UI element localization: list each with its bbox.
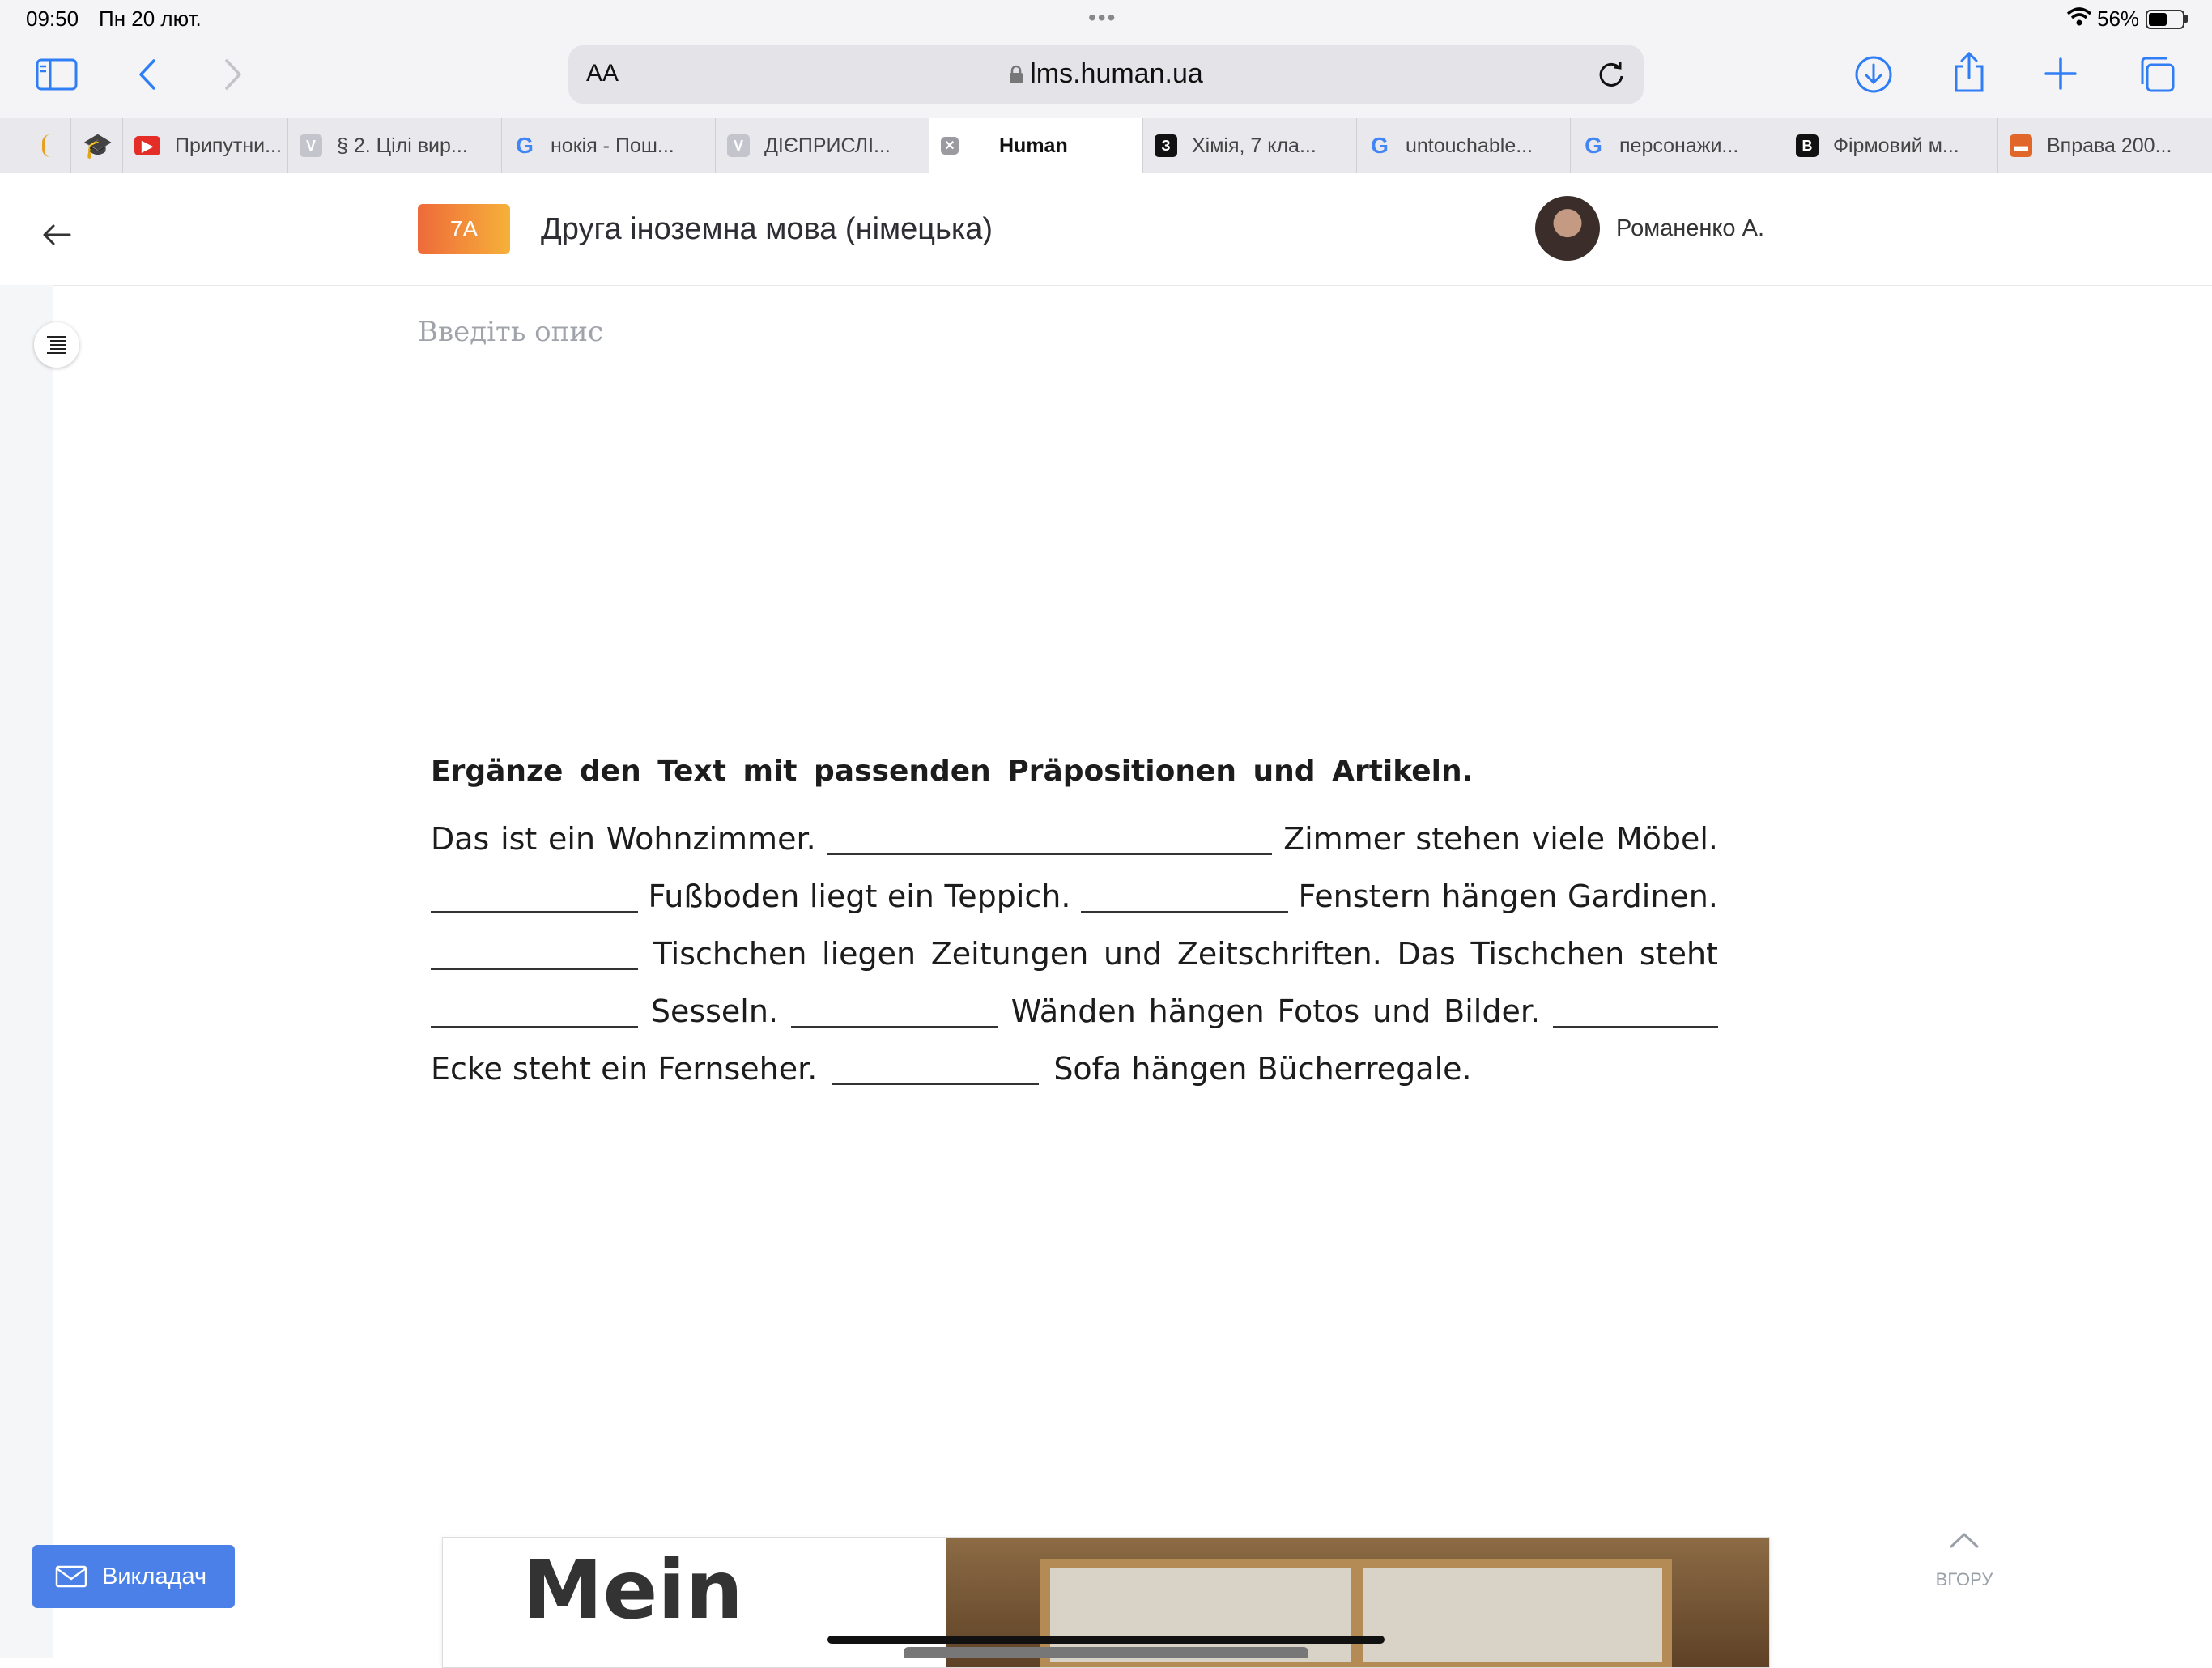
answer-blank — [431, 1008, 638, 1028]
exercise-word: ist — [500, 821, 538, 857]
downloads-icon[interactable] — [1854, 55, 1893, 94]
answer-blank — [827, 836, 1272, 855]
forward-icon[interactable] — [223, 58, 243, 91]
status-bar — [0, 0, 2212, 37]
new-tab-icon[interactable] — [2044, 57, 2078, 91]
tab-google-2[interactable] — [1357, 118, 1571, 173]
close-tab-icon[interactable]: ✕ — [941, 137, 959, 155]
reload-icon[interactable] — [1597, 60, 1626, 89]
exercise-word: steht — [1639, 936, 1718, 972]
exercise-word: Das — [431, 821, 490, 857]
tab-label: Припутни... — [175, 134, 282, 157]
exercise-word: viele — [1531, 821, 1606, 857]
tab-human[interactable] — [929, 118, 1143, 173]
tab-v-1[interactable] — [288, 118, 502, 173]
battery-percent: 56% — [2097, 6, 2140, 31]
exercise-word: Sofa hängen Bücherregale. — [1053, 1051, 1472, 1087]
window-bar — [1351, 1559, 1363, 1668]
share-icon[interactable] — [1951, 50, 1987, 94]
tab-chemistry[interactable] — [1143, 118, 1357, 173]
exercise-word: stehen — [1415, 821, 1521, 857]
list-icon — [34, 322, 79, 368]
v-icon: V — [300, 134, 322, 157]
google-icon: G — [516, 133, 534, 158]
tab-pinned-2[interactable] — [71, 118, 123, 173]
tab-label: Хімія, 7 кла... — [1192, 134, 1317, 157]
avatar[interactable] — [1535, 196, 1600, 261]
exercise-word: hängen — [1441, 879, 1558, 914]
chevron-up-icon[interactable] — [1948, 1530, 1980, 1550]
briefcase-icon: ▬ — [2010, 134, 2032, 157]
exercise-line — [431, 811, 1718, 868]
tab-google-3[interactable] — [1571, 118, 1784, 173]
exercise-word: liegen — [822, 936, 917, 972]
exercise-word: Sesseln. — [650, 994, 779, 1029]
exercise-word: Zeitungen — [930, 936, 1089, 972]
teacher-name[interactable]: Романенко А. — [1616, 215, 1765, 241]
exercise-word: und — [1372, 994, 1431, 1029]
class-badge: 7A — [418, 204, 510, 254]
page-header — [0, 173, 2212, 286]
exercise-word: Wänden — [1010, 994, 1136, 1029]
tab-b[interactable] — [1784, 118, 1998, 173]
exercise-word: Fenstern — [1298, 879, 1431, 914]
lock-icon — [1009, 65, 1023, 84]
exercise-line — [431, 983, 1718, 1040]
tab-google-1[interactable] — [502, 118, 716, 173]
exercise-word: Bilder. — [1444, 994, 1541, 1029]
exercise-text — [431, 811, 1718, 1098]
tab-youtube[interactable] — [123, 118, 288, 173]
exercise-word: Ecke steht ein Fernseher. — [431, 1051, 818, 1087]
exercise-word: und — [1103, 936, 1163, 972]
status-date: Пн 20 лют. — [99, 6, 202, 31]
tab-exercise[interactable] — [1998, 118, 2212, 173]
address-bar[interactable] — [568, 45, 1644, 104]
battery-tip — [2184, 15, 2188, 23]
youtube-icon: ▶ — [134, 136, 160, 155]
exercise-title: Ergänze den Text mit passenden Präpositionen und Artikeln. — [431, 755, 1474, 788]
wifi-icon — [2066, 6, 2092, 28]
exercise-word: Das — [1397, 936, 1456, 972]
sidebar-icon[interactable] — [36, 58, 78, 91]
exercise-word: Tischchen — [1470, 936, 1625, 972]
exercise-word: ein — [548, 821, 596, 857]
teacher-button-label: Викладач — [102, 1563, 207, 1589]
exercise-word: ein — [887, 879, 934, 914]
tab-label: untouchable... — [1406, 134, 1534, 157]
exercise-word: Möbel. — [1615, 821, 1718, 857]
v-icon: V — [727, 134, 750, 157]
url-label: lms.human.ua — [1030, 58, 1203, 89]
exercise-word: Wohnzimmer. — [606, 821, 816, 857]
exercise-word: hängen — [1148, 994, 1265, 1029]
exercise-line — [431, 868, 1718, 925]
z-icon: З — [1155, 134, 1177, 157]
image-heading: Mein — [522, 1542, 743, 1637]
tab-label: Фірмовий м... — [1833, 134, 1959, 157]
tab-label: Вправа 200... — [2047, 134, 2172, 157]
left-rail — [0, 285, 53, 1658]
exercise-word: Fußboden — [648, 879, 800, 914]
exercise-word: Gardinen. — [1567, 879, 1718, 914]
tab-label: ДІЄПРИСЛІ... — [764, 134, 891, 157]
answer-blank — [1553, 1008, 1718, 1028]
exercise-word: Fotos — [1277, 994, 1360, 1029]
tab-bar — [0, 118, 2212, 174]
url-text[interactable] — [568, 58, 1644, 90]
answer-blank — [791, 1008, 998, 1028]
battery-level — [2149, 13, 2167, 26]
tab-label: нокія - Пош... — [551, 134, 674, 157]
answer-blank — [431, 951, 638, 970]
home-indicator[interactable] — [827, 1636, 1385, 1644]
pinned-favicon-icon — [42, 134, 62, 157]
google-icon: G — [1585, 133, 1602, 158]
exercise-word: Zeitschriften. — [1176, 936, 1382, 972]
description-placeholder[interactable]: Введіть опис — [418, 316, 604, 348]
status-time: 09:50 — [26, 6, 79, 31]
answer-blank — [431, 893, 638, 913]
contact-teacher-button[interactable] — [32, 1545, 235, 1608]
multitasking-dots-icon[interactable]: ••• — [1088, 5, 1117, 30]
answer-blank — [1081, 893, 1288, 913]
tabs-overview-icon[interactable] — [2138, 55, 2176, 94]
tab-label: персонажи... — [1619, 134, 1739, 157]
exercise-image — [431, 755, 1718, 1098]
text-size-button[interactable]: AA — [586, 60, 619, 87]
back-arrow-icon[interactable] — [40, 219, 73, 251]
tab-pinned[interactable] — [0, 118, 71, 173]
exercise-line — [431, 1040, 1718, 1098]
home-indicator-shadow — [904, 1647, 1308, 1658]
exercise-word: liegt — [809, 879, 878, 914]
course-title: Друга іноземна мова (німецька) — [541, 212, 993, 246]
scroll-to-top-label[interactable]: ВГОРУ — [1935, 1569, 1993, 1589]
graduation-cap-icon: 🎓 — [83, 132, 113, 160]
tab-label: Human — [999, 134, 1068, 157]
tab-v-2[interactable] — [716, 118, 929, 173]
exercise-word: Tischchen — [653, 936, 807, 972]
back-icon[interactable] — [138, 58, 157, 91]
google-icon: G — [1371, 133, 1389, 158]
tab-label: § 2. Цілі вир... — [337, 134, 468, 157]
exercise-word: Zimmer — [1283, 821, 1405, 857]
exercise-word: Teppich. — [944, 879, 1071, 914]
mail-icon — [55, 1565, 87, 1588]
b-icon: B — [1796, 134, 1819, 157]
table-of-contents-button[interactable] — [34, 322, 79, 368]
answer-blank — [832, 1066, 1039, 1085]
exercise-line — [431, 925, 1718, 983]
